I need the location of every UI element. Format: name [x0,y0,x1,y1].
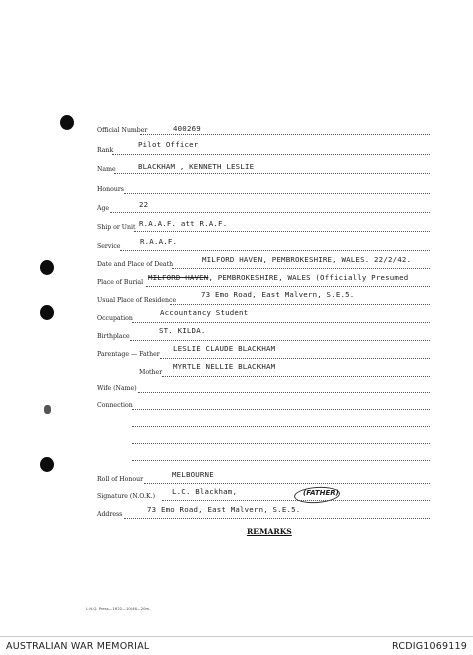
father-value: LESLIE CLAUDE BLACKHAM [173,344,276,353]
age-value: 22 [139,200,149,209]
dotted-line [160,358,430,359]
occupation-value: Accountancy Student [160,308,249,317]
parentage-father-label: Parentage — Father [97,351,160,358]
birthplace-label: Birthplace [97,333,130,340]
wife-label: Wife (Name) [97,385,137,392]
connection-label: Connection [97,402,133,409]
remarks-heading: REMARKS [247,527,292,536]
punch-hole-upper-mid [40,260,54,275]
dotted-line [170,304,430,305]
signature-label: Signature (N.O.K.) [97,493,155,500]
roll-label: Roll of Honour [97,476,144,483]
dotted-line [124,518,430,519]
mother-value: MYRTLE NELLIE BLACKHAM [173,362,276,371]
dotted-line [130,340,430,341]
punch-hole-mid [40,305,54,320]
dotted-line [134,231,430,232]
punch-mark-small [44,405,51,414]
official-number-value: 400269 [173,124,201,133]
dotted-line [132,322,430,323]
dotted-line [112,154,430,155]
service-value: R.A.A.F. [140,237,178,246]
dotted-line [110,212,430,213]
birthplace-value: ST. KILDA. [159,326,206,335]
dotted-line [132,409,430,410]
occupation-label: Occupation [97,315,133,322]
dotted-line [132,460,430,461]
age-label: Age [97,205,110,212]
archive-footer [0,636,473,655]
death-value: MILFORD HAVEN, PEMBROKESHIRE, WALES. 22/2/42. [202,255,412,264]
dotted-line [146,286,430,287]
dotted-line [144,483,430,484]
roll-value: MELBOURNE [172,470,214,479]
address-value: 73 Emo Road, East Malvern, S.E.5. [147,505,301,514]
dotted-line [132,443,430,444]
punch-hole-lower [40,457,54,472]
address-label: Address [97,511,123,518]
burial-struck-text: MILFORD HAVEN [148,273,209,282]
dotted-line [132,426,430,427]
dotted-line [140,134,430,135]
dotted-line [162,376,430,377]
burial-label: Place of Burial [97,279,144,286]
rank-label: Rank [97,147,114,154]
footer-record-id: RCDIG1069119 [392,641,467,652]
burial-rest-text: , PEMBROKESHIRE, WALES (Officially Presumed [208,273,409,282]
father-annotation: (FATHER) [303,489,339,497]
residence-value: 73 Emo Road, East Malvern, S.E.5. [201,290,355,299]
dotted-line [114,173,430,174]
residence-label: Usual Place of Residence [97,297,177,304]
punch-hole-top [60,115,74,130]
dotted-line [120,250,430,251]
ship-label: Ship or Unit [97,224,136,231]
burial-value [148,273,408,282]
ship-value: R.A.A.F. att R.A.F. [139,219,228,228]
dotted-line [172,268,430,269]
official-number-label: Official Number [97,127,148,134]
dotted-line [124,193,430,194]
footer-institution: AUSTRALIAN WAR MEMORIAL [6,641,150,652]
mother-label: Mother [139,369,163,376]
rank-value: Pilot Officer [138,140,199,149]
service-label: Service [97,243,121,250]
dotted-line [138,392,430,393]
death-label: Date and Place of Death [97,261,174,268]
signature-value: L.C. Blackham, [172,487,238,496]
printer-imprint: L.H.Q. Press—1622—10/46—20m. [86,606,151,611]
name-label: Name [97,166,116,173]
name-value: BLACKHAM , KENNETH LESLIE [138,162,255,171]
honours-label: Honours [97,186,124,193]
